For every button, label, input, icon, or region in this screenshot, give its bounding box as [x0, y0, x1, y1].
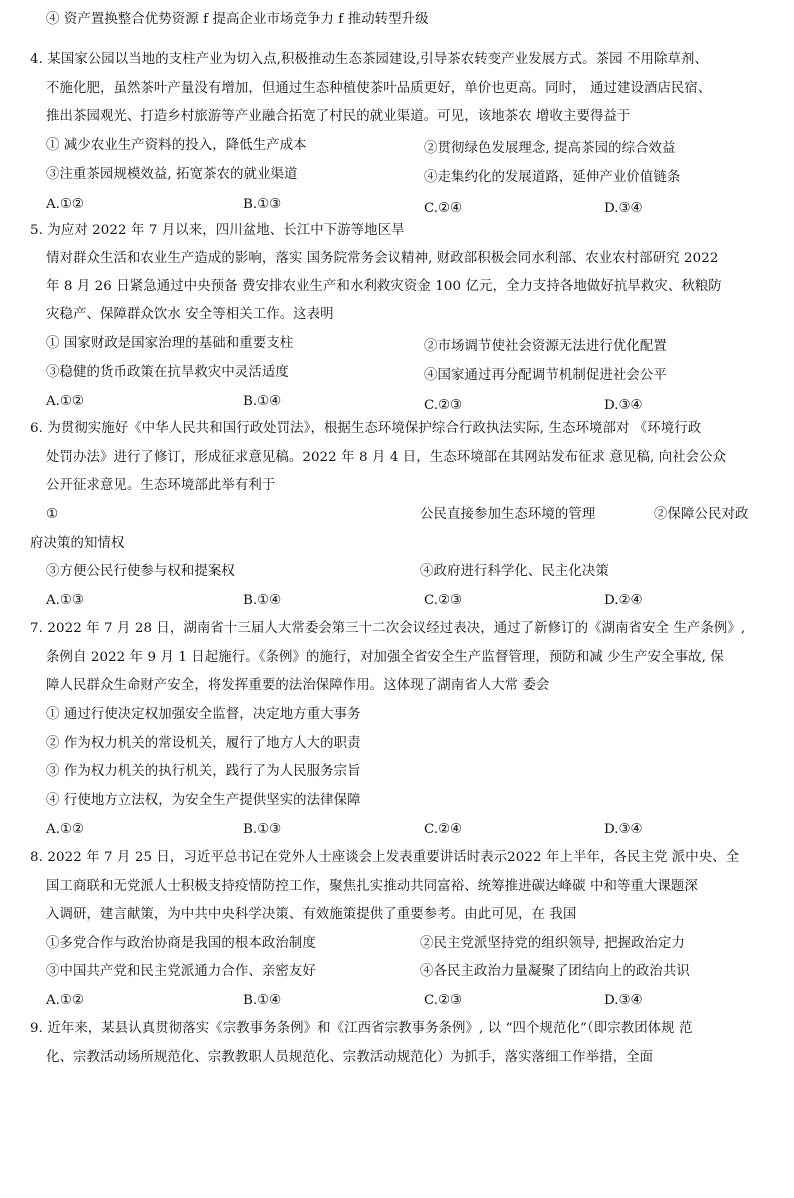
q4-statement-4: ④走集约化的发展道路，延伸产业价值链条: [424, 170, 681, 185]
q4-stem-line-1: 4. 某国家公园以当地的支柱产业为切入点,积极推动生态茶园建设,引导茶农转变产业发展方式。茶园 不用除草剂、: [30, 52, 708, 67]
q6-choice-c: C.②③: [424, 593, 463, 608]
q4-statement-1: ① 减少农业生产资料的投入，降低生产成本: [46, 138, 307, 153]
q6-choice-a: A.①③: [46, 593, 84, 608]
q6-statement-1: 公民直接参加生态环境的管理: [420, 507, 596, 522]
q6-stem-line-1: 6. 为贯彻实施好《中华人民共和国行政处罚法》，根据生态环境保护综合行政执法实际, 生态环境部对 《环境行政: [30, 421, 702, 436]
q7-choice-c: C.②④: [424, 822, 463, 837]
q8-stem-line-3: 入调研，建言献策，为中共中央科学决策、有效施策提供了重要参考。由此可见，在 我国: [46, 907, 577, 922]
q4-choice-c: C.②④: [424, 201, 463, 216]
q6-statement-3: ③方便公民行使参与权和提案权: [46, 564, 235, 579]
q8-choice-d: D.③④: [604, 993, 643, 1008]
q5-statement-1: ① 国家财政是国家治理的基础和重要支柱: [46, 336, 294, 351]
q9-stem-line-2: 化、宗教活动场所规范化、宗教教职人员规范化、宗教活动规范化）为抓手，落实落细工作举措，全面: [46, 1050, 654, 1065]
q7-stem-line-2: 条例自 2022 年 9 月 1 日起施行。《条例》的施行，对加强全省安全生产监督管理，预防和减 少生产安全事故, 保: [46, 650, 724, 665]
q6-stem-line-3: 公开征求意见。生态环境部此举有利于: [46, 478, 276, 493]
q8-choice-b: B.①④: [243, 993, 282, 1008]
q5-choice-b: B.①④: [243, 394, 282, 409]
q7-choice-d: D.③④: [604, 822, 643, 837]
q5-stem-line-2: 情对群众生活和农业生产造成的影响，落实 国务院常务会议精神, 财政部积极会同水利部、农业农村部研究 2022: [46, 251, 719, 266]
q7-statement-1: ① 通过行使决定权加强安全监督，决定地方重大事务: [46, 707, 361, 722]
q8-statement-1: ①多党合作与政治协商是我国的根本政治制度: [46, 936, 316, 951]
q7-stem-line-1: 7. 2022 年 7 月 28 日，湖南省十三届人大常委会第三十二次会议经过表决，通过了新修订的《湖南省安全 生产条例》,: [30, 621, 746, 636]
q4-statement-2: ②贯彻绿色发展理念, 提高茶园的综合效益: [424, 141, 676, 156]
q6-choice-d: D.②④: [604, 593, 643, 608]
q3-option-4: ④ 资产置换整合优势资源 f 提高企业市场竞争力 f 推动转型升级: [46, 12, 429, 27]
q4-choice-b: B.①③: [243, 197, 282, 212]
q5-statement-2: ②市场调节使社会资源无法进行优化配置: [424, 339, 667, 354]
q7-stem-line-3: 障人民群众生命财产安全，将发挥重要的法治保障作用。这体现了湖南省人大常 委会: [46, 678, 550, 693]
q7-statement-3: ③ 作为权力机关的执行机关，践行了为人民服务宗旨: [46, 764, 361, 779]
q4-choice-d: D.③④: [604, 201, 643, 216]
q4-statement-3: ③注重茶园规模效益, 拓宽茶农的就业渠道: [46, 167, 298, 182]
q6-statement-4: ④政府进行科学化、民主化决策: [420, 564, 609, 579]
q4-stem-line-3: 推出茶园观光、打造乡村旅游等产业融合拓宽了村民的就业渠道。可见，该地茶农 增收主要得益于: [46, 109, 631, 124]
q8-stem-line-2: 国工商联和无党派人士积极支持疫情防控工作，聚焦扎实推动共同富裕、统筹推进碳达峰碳 中和等重大课题深: [46, 879, 698, 894]
q6-statement-1-marker: ①: [46, 507, 59, 522]
q7-choice-b: B.①③: [243, 822, 282, 837]
q7-statement-2: ② 作为权力机关的常设机关，履行了地方人大的职责: [46, 736, 361, 751]
q8-statement-3: ③中国共产党和民主党派通力合作、亲密友好: [46, 964, 316, 979]
q5-stem-line-4: 灾稳产、保障群众饮水 安全等相关工作。这表明: [46, 307, 334, 322]
q6-choice-b: B.①④: [243, 593, 282, 608]
q8-stem-line-1: 8. 2022 年 7 月 25 日，习近平总书记在党外人士座谈会上发表重要讲话时表示2022 年上半年，各民主党 派中央、全: [30, 850, 740, 865]
q6-statement-2: ②保障公民对政: [654, 507, 749, 522]
q5-choice-c: C.②③: [424, 398, 463, 413]
q7-choice-a: A.①②: [46, 822, 84, 837]
q4-choice-a: A.①②: [46, 197, 84, 212]
q8-choice-c: C.②③: [424, 993, 463, 1008]
q8-choice-a: A.①②: [46, 993, 84, 1008]
q8-statement-2: ②民主党派坚持党的组织领导, 把握政治定力: [420, 936, 686, 951]
q7-statement-4: ④ 行使地方立法权，为安全生产提供坚实的法律保障: [46, 793, 361, 808]
q5-stem-line-3: 年 8 月 26 日紧急通过中央预备 费安排农业生产和水利救灾资金 100 亿元，全力支持各地做好抗旱救灾、秋粮防: [46, 279, 722, 294]
q6-stem-line-2: 处罚办法》进行了修订，形成征求意见稿。2022 年 8 月 4 日，生态环境部在其网站发布征求 意见稿, 向社会公众: [46, 450, 727, 465]
q4-stem-line-2: 不施化肥，虽然茶叶产量没有增加，但通过生态种植使茶叶品质更好，单价也更高。同时， 通过建设酒店民宿、: [46, 81, 712, 96]
q8-statement-4: ④各民主政治力量凝聚了团结向上的政治共识: [420, 964, 690, 979]
q5-statement-3: ③稳健的货币政策在抗旱救灾中灵活适度: [46, 365, 289, 380]
q5-stem-line-1: 5. 为应对 2022 年 7 月以来，四川盆地、长江中下游等地区旱: [30, 223, 405, 238]
q6-statement-2-cont: 府决策的知情权: [30, 536, 125, 551]
q5-choice-a: A.①②: [46, 394, 84, 409]
q5-statement-4: ④国家通过再分配调节机制促进社会公平: [424, 368, 667, 383]
q5-choice-d: D.③④: [604, 398, 643, 413]
q9-stem-line-1: 9. 近年来，某县认真贯彻落实《宗教事务条例》和《江西省宗教事务条例》, 以 “四个规范化”（即宗教团体规 范: [30, 1021, 693, 1036]
